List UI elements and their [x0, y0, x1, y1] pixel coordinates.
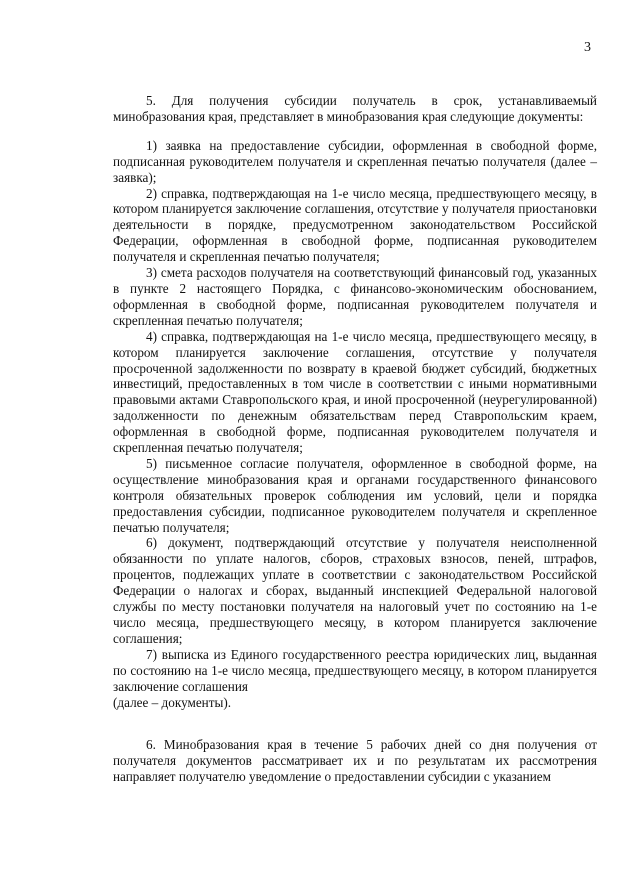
list-tail: (далее – документы).	[113, 694, 232, 710]
paragraph-6: 6. Минобразования края в течение 5 рабочих дней со дня получения от получателя документов рассматривает их и по результатам их рассмотрения направляет получателю уведомление о предоставлении субсидии с указанием	[113, 737, 597, 785]
paragraph-gap	[113, 125, 597, 138]
list-item-2: 2) справка, подтверждающая на 1-е число месяца, предшествующего месяцу, в котором планируется заключение соглашения, отсутствие у получателя приостановки деятельности в порядке, предусмотренном законодательством Российской Федерации, оформленная в свободной форме, подписанная руководителем получателя и скрепленная печатью получателя;	[113, 185, 597, 265]
list-item-4: 4) справка, подтверждающая на 1-е число месяца, предшествующего месяцу, в котором планируется заключение соглашения, отсутствие у получателя просроченной задолженности по возврату в краевой бюджет субсидий, бюджетных инвестиций, предоставленных в том числе в соответствии с иными нормативными правовыми актами Ставропольского края, и иной просроченной (неурегулированной) задолженности по денежным обязательствам перед Ставропольским краем, оформленная в свободной форме, подписанная руководителем получателя и скрепленная печатью получателя;	[113, 328, 597, 456]
paragraph-gap	[113, 710, 597, 737]
list-item-5: 5) письменное согласие получателя, оформленное в свободной форме, на осуществление минобразования края и органами государственного финансового контроля обязательных проверок соблюдения им условий, цели и порядка предоставления субсидии, подписанное руководителем получателя и скрепленное печатью получателя;	[113, 455, 597, 535]
list-item-7: 7) выписка из Единого государственного реестра юридических лиц, выданная по состоянию на 1-е число месяца, предшествующего месяцу, в котором планируется заключение соглашения	[113, 646, 597, 694]
list-item-3: 3) смета расходов получателя на соответствующий финансовый год, указанных в пункте 2 настоящего Порядка, с финансово-экономическим обоснованием, оформленная в свободной форме, подписанная руководителем получателя и скрепленная печатью получателя;	[113, 265, 597, 328]
list-item-1: 1) заявка на предоставление субсидии, оформленная в свободной форме, подписанная руководителем получателя и скрепленная печатью получателя (далее – заявка);	[113, 137, 597, 185]
page-number: 3	[584, 40, 591, 55]
paragraph-5: 5. Для получения субсидии получатель в срок, устанавливаемый минобразования края, представляет в минобразования края следующие документы:	[113, 93, 597, 124]
document-body	[113, 93, 597, 785]
list-item-6: 6) документ, подтверждающий отсутствие у получателя неисполненной обязанности по уплате налогов, сборов, страховых взносов, пеней, штрафов, процентов, подлежащих уплате в соответствии с законодательством Российской Федерации о налогах и сборах, выданный инспекцией Федеральной налоговой службы по месту постановки получателя на налоговый учет по состоянию на 1-е число месяца, предшествующего месяцу, в котором планируется заключение соглашения;	[113, 535, 597, 646]
